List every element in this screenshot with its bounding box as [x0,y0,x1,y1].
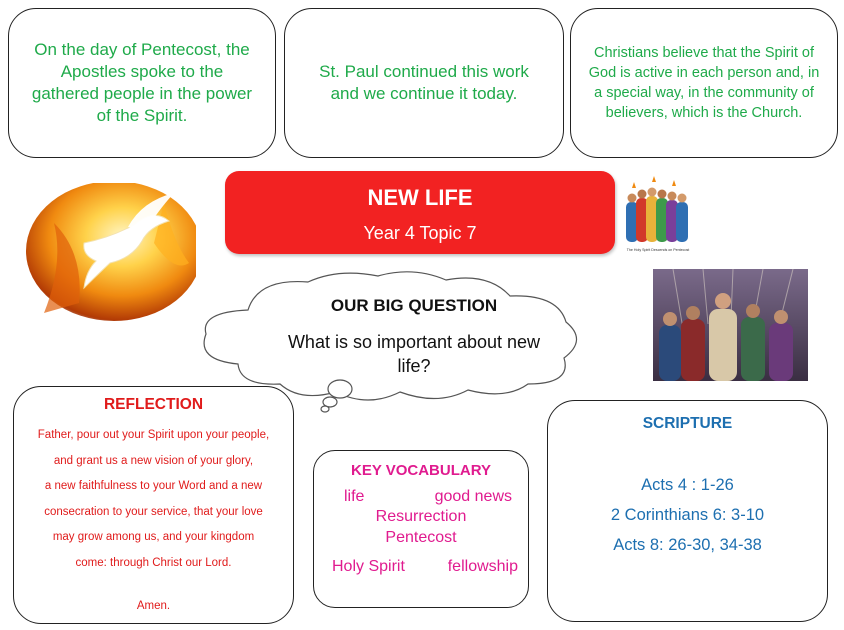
pentecost-illustration-image [622,176,694,256]
reflection-amen: Amen. [136,600,171,612]
reflection-line: may grow among us, and your kingdom [52,531,255,543]
vocabulary-word: fellowship [447,558,518,575]
page-subtitle: Year 4 Topic 7 [363,223,477,243]
reflection-line: and grant us a new vision of your glory, [53,454,254,467]
holy-spirit-dove-image [24,183,196,321]
key-vocabulary-heading: KEY VOCABULARY [350,462,492,479]
vocabulary-word: Resurrection [375,508,467,525]
key-vocabulary-box [313,450,529,608]
christians-text: Christians believe that the Spirit of God is active in each person and, in a special way, in the community of believers, which is the Church. [588,45,820,121]
vocabulary-word: Holy Spirit [332,558,405,575]
page-title: NEW LIFE [367,185,473,210]
reflection-line: a new faithfulness to your Word and a new [44,480,263,492]
reflection-box [13,386,294,624]
scripture-heading: SCRIPTURE [642,415,733,432]
big-question-heading: OUR BIG QUESTION [330,296,498,315]
vocabulary-word: life [344,488,365,505]
topic-title-banner [225,171,615,254]
paul-text: St. Paul continued this work and we continue it today. [319,62,529,103]
reflection-heading: REFLECTION [103,396,204,413]
reflection-line: Father, pour out your Spirit upon your people, [37,429,270,441]
pentecost-text: On the day of Pentecost, the Apostles spoke to the gathered people in the power of the Spirit. [31,40,253,125]
scripture-reference: Acts 8: 26-30, 34-38 [613,536,762,554]
pentecost-info-box [8,8,276,158]
pentecost-painting-image [653,269,808,381]
reflection-line: come: through Christ our Lord. [75,556,232,569]
big-question-text: What is so important about new life? [287,332,541,376]
scripture-reference: 2 Corinthians 6: 3-10 [610,506,765,524]
reflection-line: consecration to your service, that your love [44,505,263,518]
vocabulary-row [314,558,528,576]
paul-info-box [284,8,564,158]
vocabulary-word: good news [434,488,512,505]
christians-info-box [570,8,838,158]
vocabulary-row [314,488,528,506]
vocabulary-word: Pentecost [385,529,457,546]
illustration-caption: The Holy Spirit Descends on Pentecost [626,248,690,252]
scripture-box [547,400,828,622]
scripture-reference: Acts 4 : 1-26 [641,476,734,494]
